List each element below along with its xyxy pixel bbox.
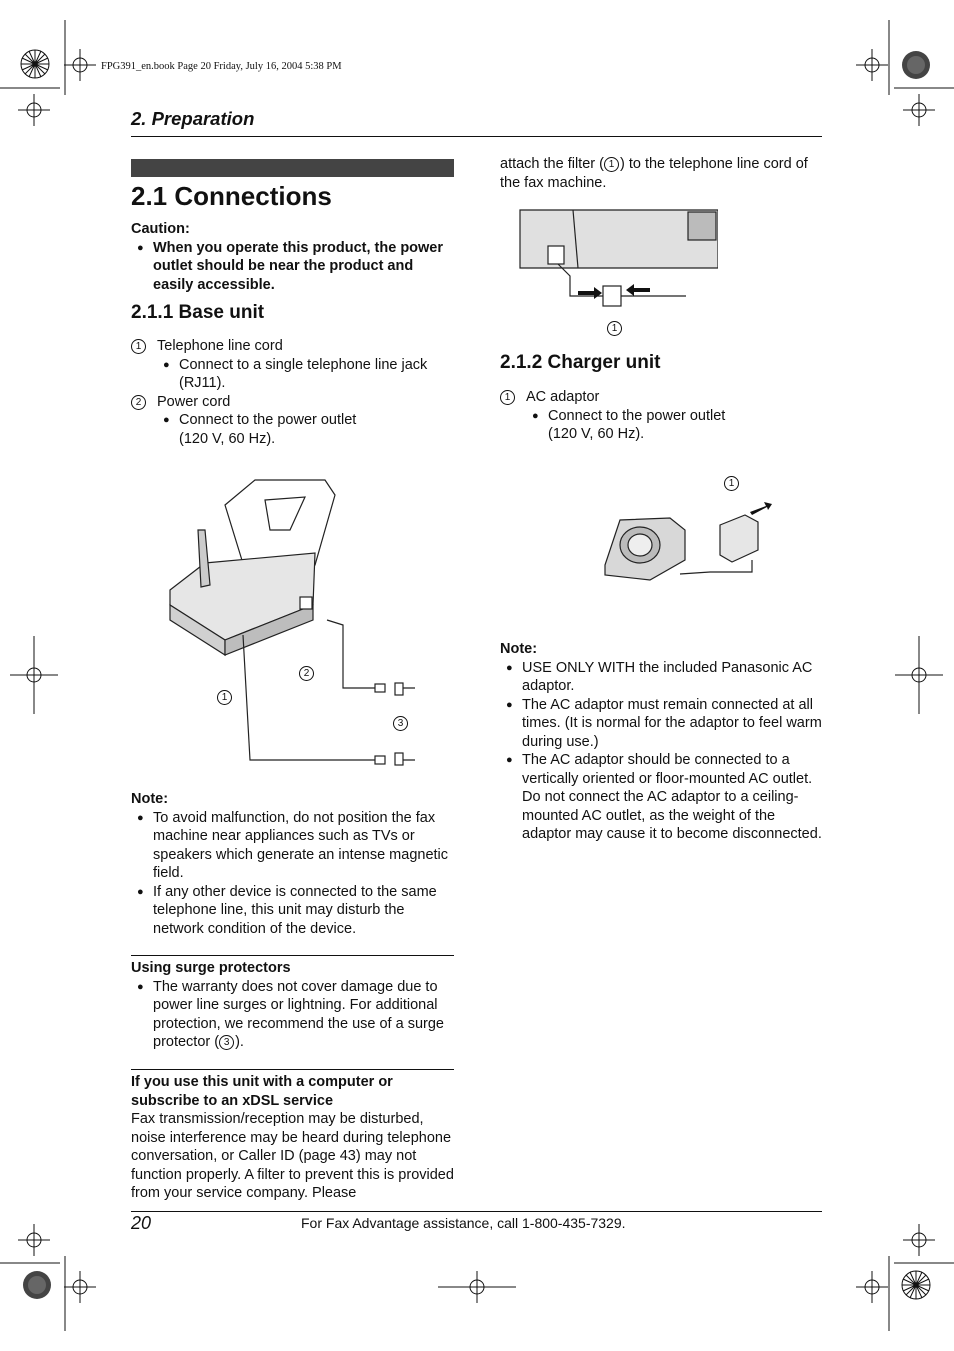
print-header: FPG391_en.book Page 20 Friday, July 16, 2004 5:38 PM: [101, 61, 342, 72]
header-rule: [131, 136, 822, 137]
surge-text-main: The warranty does not cover damage due to power line surges or lightning. For additional protection, we recommend the use of a surge protector (: [153, 978, 444, 1050]
base-unit-title: 2.1.1 Base unit: [131, 302, 265, 323]
surge-title: Using surge protectors: [131, 960, 291, 976]
figure-callout-3: 3: [393, 716, 408, 731]
sub-item-cont: (120 V, 60 Hz).: [179, 430, 276, 447]
callout-number: 1: [604, 157, 619, 172]
note-bullet: ● To avoid malfunction, do not position the fax machine near appliances such as TVs or speakers which generate an intense magnetic field.: [131, 809, 454, 883]
note-label: Note:: [131, 791, 169, 807]
xdsl-block: [131, 1073, 454, 1203]
caution-block: [131, 220, 454, 294]
filter-illustration: [518, 208, 718, 318]
caution-text: ● When you operate this product, the power outlet should be near the product and easily accessible.: [131, 239, 454, 295]
note-bullet: ● If any other device is connected to the same telephone line, this unit may disturb the network condition of the device.: [131, 883, 454, 939]
surge-block: [131, 959, 454, 1052]
charger-unit-list: [500, 388, 822, 444]
sub-item: ● Connect to the power outlet: [131, 411, 454, 430]
surge-text-end: ).: [235, 1034, 244, 1050]
section-title: 2.1 Connections: [131, 181, 332, 211]
surge-rule: [131, 955, 454, 956]
callout-number: 1: [131, 339, 146, 354]
fax-machine-illustration: [165, 475, 455, 775]
surge-text: [131, 978, 454, 1052]
figure-callout-1: 1: [217, 690, 232, 705]
xdsl-rule: [131, 1069, 454, 1070]
item-label: Telephone line cord: [157, 338, 283, 354]
charger-illustration: [600, 490, 780, 590]
xdsl-cont-pre: attach the filter (: [500, 156, 604, 172]
sub-item: ● Connect to the power outlet: [500, 407, 822, 426]
list-item: [131, 337, 454, 356]
note-block-1: [131, 790, 454, 938]
callout-number: 3: [219, 1035, 234, 1050]
note-bullet: ● The AC adaptor must remain connected at all times. (It is normal for the adaptor to feel warm during use.): [500, 696, 822, 752]
footer-rule: [131, 1211, 822, 1212]
item-label: AC adaptor: [526, 389, 600, 405]
sub-item: ● Connect to a single telephone line jack (RJ11).: [131, 356, 454, 393]
xdsl-continued: [500, 155, 822, 192]
filter-callout: 1: [607, 321, 622, 336]
list-item: [131, 393, 454, 412]
charger-callout: 1: [724, 476, 739, 491]
figure-callout-2: 2: [299, 666, 314, 681]
chapter-title: 2. Preparation: [131, 108, 255, 129]
xdsl-title: If you use this unit with a computer or subscribe to an xDSL service: [131, 1074, 393, 1109]
callout-number: 2: [131, 395, 146, 410]
page-number: 20: [131, 1213, 152, 1233]
footer-assistance: For Fax Advantage assistance, call 1-800-435-7329.: [301, 1215, 626, 1231]
item-label: Power cord: [157, 393, 231, 410]
base-unit-list: [131, 337, 454, 448]
caution-label: Caution:: [131, 221, 190, 237]
list-item: [500, 388, 822, 407]
charger-unit-title: 2.1.2 Charger unit: [500, 352, 661, 373]
sub-item-cont: (120 V, 60 Hz).: [548, 426, 645, 442]
note-bullet: ● USE ONLY WITH the included Panasonic AC adaptor.: [500, 659, 822, 696]
section-bar: [131, 159, 454, 177]
note-bullet: ● The AC adaptor should be connected to a vertically oriented or floor-mounted AC outlet. Do not connect the AC adaptor to a ceiling-mounted AC outlet, as the weight of the adaptor may cause it to become disconnected.: [500, 751, 822, 844]
note-block-2: [500, 640, 822, 844]
xdsl-text: Fax transmission/reception may be disturbed, noise interference may be heard during telephone conversation, or Caller ID (page 43) may not function properly. A filter to prevent this is provided from your service company. Please: [131, 1111, 454, 1201]
note-label: Note:: [500, 641, 538, 657]
xdsl-cont-post: ) to the telephone line cord of the fax machine.: [500, 156, 808, 191]
callout-number: 1: [500, 390, 515, 405]
